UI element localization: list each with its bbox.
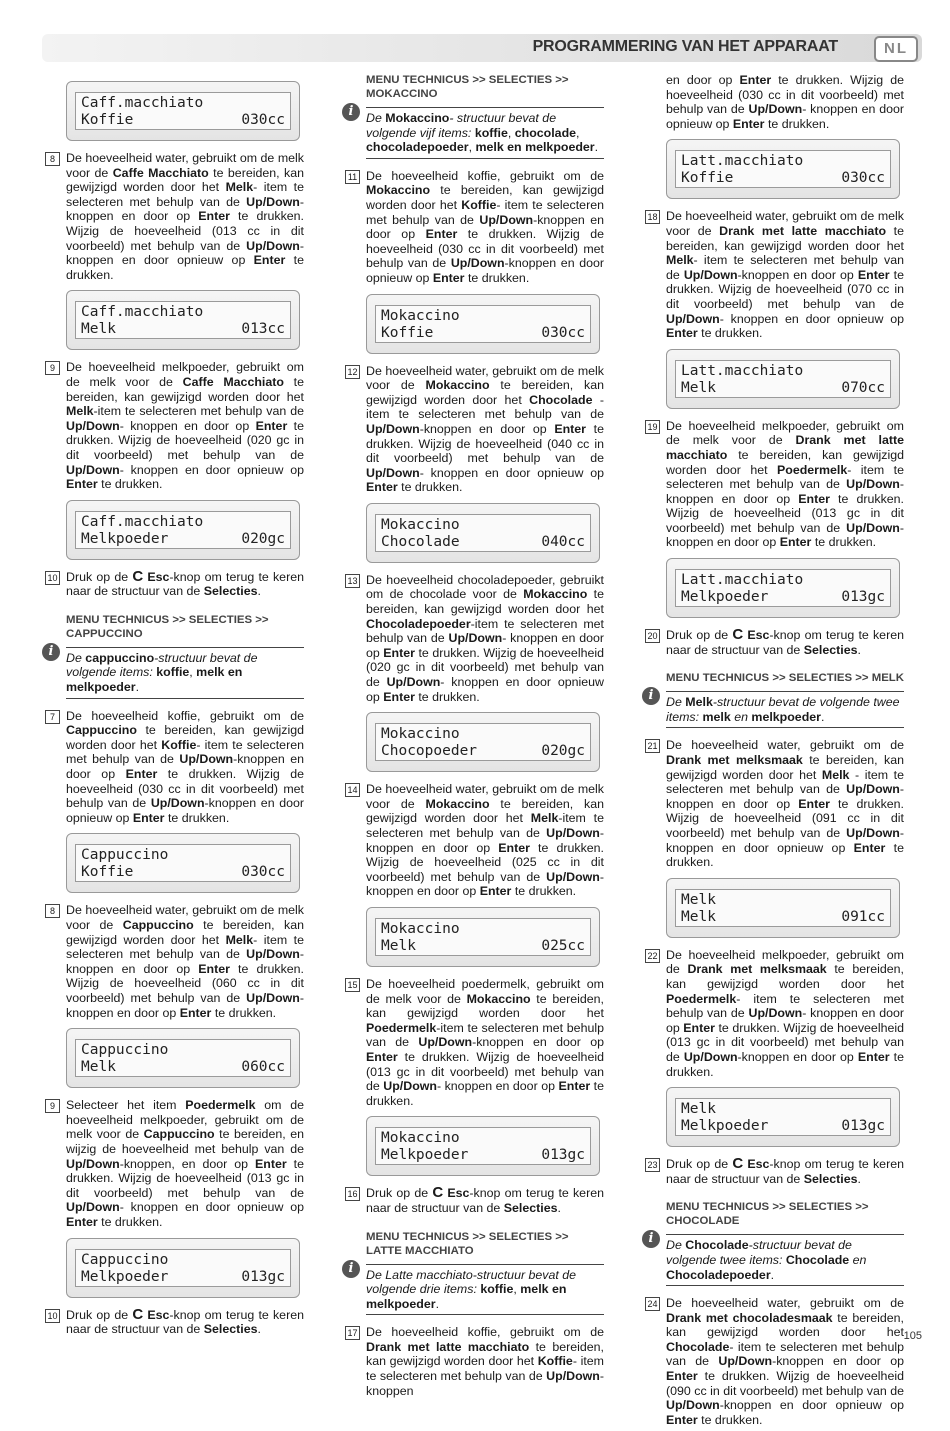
step-text: De hoeveelheid water, gebruikt om de melk voor de Mokaccino te bereiden, kan gewijzigd worden door het Chocolade - item te selecteren met behulp van de Up/Down-knoppen en door op Enter te drukken. Wijzig de hoeveelheid (040 cc in dit voorbeeld) met behulp van de Up/Down- knoppen en door opnieuw op Enter te drukken.: [366, 363, 604, 495]
step-number: 20: [645, 629, 660, 643]
step: [642, 1157, 904, 1186]
lcd-screen: [375, 1127, 591, 1165]
column-3: [642, 73, 904, 1431]
step-text: De hoeveelheid water, gebruikt om de melk voor de Caffe Macchiato te bereiden, kan gewijzigd worden door het Melk- item te selecteren met behulp van de Up/Down-knoppen en door op Enter te drukken. Wijzig de hoeveelheid (013 cc in dit voorbeeld) met behulp van de Up/Down- knoppen en door opnieuw op Enter te drukken.: [66, 151, 304, 282]
step: [642, 1296, 904, 1427]
lcd-line-2: [381, 938, 585, 955]
lcd-item: Melkpoeder: [381, 1147, 469, 1164]
step-text: Selecteer het item Poedermelk om de hoeveelheid melkpoeder, gebruikt om de melk voor de Cappuccino te bereiden, en wijzig de hoeveelheid met behulp van de Up/Down-knoppen, en door op Enter te drukken. Wijzig de hoeveelheid (013 gc in dit voorbeeld) met behulp van de Up/Down- knoppen en door opnieuw op Enter te drukken.: [66, 1098, 304, 1229]
step-text: De hoeveelheid water, gebruikt om de melk voor de Drank met latte macchiato te bereiden, kan gewijzigd worden door het Melk- item te selecteren met behulp van de Up/Down-knoppen en door op Enter te drukken. Wijzig de hoeveelheid (070 cc in dit voorbeeld) met behulp van de Up/Down- knoppen en door opnieuw op Enter te drukken.: [666, 209, 904, 341]
step-number: 8: [45, 904, 60, 918]
step-number: 7: [45, 710, 60, 724]
lcd-line-1: Cappuccino: [81, 1251, 169, 1268]
step-number: 12: [345, 365, 360, 379]
lcd-item: Chocopoeder: [381, 743, 478, 760]
lcd-display: [66, 1028, 300, 1088]
lcd-line-1: Latt.macchiato: [681, 362, 804, 379]
step-text: Druk op de C Esc-knop om terug te keren naar de structuur van de Selecties.: [666, 1155, 904, 1186]
step: [342, 977, 604, 1108]
lcd-value: 030cc: [841, 170, 885, 187]
lcd-value: 070cc: [841, 379, 885, 396]
lcd-screen: [75, 844, 291, 882]
step: [642, 419, 904, 550]
lcd-line-1: Caff.macchiato: [81, 304, 204, 321]
step-text: De hoeveelheid melkpoeder, gebruikt om de Drank met melksmaak te bereiden, kan gewijzigd worden door het Poedermelk- item te selecteren met behulp van de Up/Down- knoppen en door op Enter te drukken. Wijzig de hoeveelheid (013 gc in dit voorbeeld) met behulp van de Up/Down-knoppen en door op Enter te drukken.: [666, 947, 904, 1079]
lcd-line-2: [81, 321, 285, 338]
step-text: Druk op de C Esc-knop om terug te keren naar de structuur van de Selecties.: [66, 567, 304, 599]
menu-heading: MENU TECHNICUS >> SELECTIES >> MOKACCINO: [366, 74, 569, 100]
info-text: De cappuccino-structuur bevat de volgende items: koffie, melk en melkpoeder.: [66, 647, 304, 699]
lcd-value: 030cc: [541, 324, 585, 341]
lcd-item: Melk: [681, 908, 716, 925]
step-number: 19: [645, 420, 660, 434]
lcd-screen: [375, 723, 591, 761]
step-number: 18: [645, 210, 660, 224]
info-note: [342, 1260, 604, 1316]
info-note: [642, 1231, 904, 1286]
step-number: 9: [45, 1099, 60, 1113]
step: [42, 709, 304, 826]
lcd-display: [66, 290, 300, 350]
lcd-line-1: Latt.macchiato: [681, 572, 804, 589]
step-text: De hoeveelheid water, gebruikt om de Drank met melksmaak te bereiden, kan gewijzigd worden door het Melk - item te selecteren met behulp van de Up/Down- knoppen en door op Enter te drukken. Wijzig de hoeveelheid (091 cc in dit voorbeeld) met behulp van de Up/Down-knoppen en door opnieuw op Enter te drukken.: [666, 738, 904, 870]
info-text: De Melk-structuur bevat de volgende twee items: melk en melkpoeder.: [666, 691, 904, 728]
info-icon: i: [342, 1260, 360, 1278]
lcd-display: [366, 1116, 600, 1176]
lcd-display: [366, 503, 600, 563]
lcd-value: 030cc: [241, 112, 285, 128]
lcd-display: [366, 712, 600, 772]
lcd-display: [66, 1238, 300, 1298]
step-number: 10: [45, 1309, 60, 1323]
lcd-display: [366, 294, 600, 354]
step-number: 15: [345, 978, 360, 992]
lcd-item: Melk: [381, 937, 416, 954]
info-text: De Latte macchiato-structuur bevat de volgende drie items: koffie, melk en melkpoeder.: [366, 1264, 604, 1316]
info-icon: i: [642, 687, 660, 705]
lcd-line-2: [681, 1118, 885, 1135]
column-2: [342, 73, 604, 1402]
lcd-screen: [675, 150, 891, 188]
lcd-line-2: [681, 909, 885, 926]
step-continued: [642, 73, 904, 131]
lcd-screen: [675, 889, 891, 927]
lcd-line-1: Latt.macchiato: [681, 153, 804, 170]
language-badge: NL: [874, 36, 918, 62]
lcd-item: Melk: [681, 379, 716, 396]
page-title: PROGRAMMERING VAN HET APPARAAT: [532, 38, 838, 55]
menu-heading: MENU TECHNICUS >> SELECTIES >> CAPPUCCINO: [66, 613, 269, 640]
step-number: 10: [45, 571, 60, 585]
step: [342, 364, 604, 495]
step: [642, 628, 904, 657]
lcd-screen: [375, 305, 591, 343]
step-number: 22: [645, 949, 660, 963]
menu-heading: MENU TECHNICUS >> SELECTIES >> CHOCOLADE: [666, 1201, 869, 1228]
step-text: Druk op de C Esc-knop om terug te keren naar de structuur van de Selecties.: [366, 1184, 604, 1215]
step: [42, 151, 304, 282]
lcd-line-2: [381, 743, 585, 760]
lcd-display: [66, 81, 300, 141]
lcd-item: Melkpoeder: [81, 530, 169, 547]
lcd-display: [666, 139, 900, 199]
lcd-value: 013gc: [241, 1268, 285, 1285]
column-1: [42, 73, 304, 1341]
lcd-screen: [75, 301, 291, 339]
lcd-line-2: [381, 325, 585, 342]
lcd-line-1: Melk: [681, 1101, 716, 1118]
info-icon: i: [642, 1230, 660, 1248]
step-number: 21: [645, 739, 660, 753]
step-text: De hoeveelheid koffie, gebruikt om de Cappuccino te bereiden, kan gewijzigd worden door het Koffie- item te selecteren met behulp van de Up/Down-knoppen en door op Enter te drukken. Wijzig de hoeveelheid (030 cc in dit voorbeeld) met behulp van de Up/Down-knoppen en door opnieuw op Enter te drukken.: [66, 708, 305, 825]
lcd-value: 060cc: [241, 1059, 285, 1076]
lcd-display: [66, 500, 300, 560]
lcd-screen: [375, 514, 591, 552]
lcd-value: 020gc: [541, 743, 585, 760]
lcd-display: [666, 1087, 900, 1147]
info-note: [42, 643, 304, 699]
lcd-line-2: [81, 112, 285, 129]
step-text: De hoeveelheid water, gebruikt om de melk voor de Cappuccino te bereiden, kan gewijzigd worden door het Melk- item te selecteren met behulp van de Up/Down-knoppen en door op Enter te drukken. Wijzig de hoeveelheid (060 cc in dit voorbeeld) met behulp van de Up/Down- knoppen en door op Enter te drukken.: [66, 903, 304, 1020]
lcd-screen: [675, 569, 891, 607]
lcd-item: Koffie: [681, 170, 734, 187]
lcd-item: Koffie: [381, 324, 434, 341]
lcd-line-1: Caff.macchiato: [81, 95, 204, 111]
step-text: De hoeveelheid koffie, gebruikt om de Drank met latte macchiato te bereiden, kan gewijzigd worden door het Koffie- item te selecteren met behulp van de Up/Down-knoppen: [366, 1325, 605, 1398]
lcd-value: 091cc: [841, 908, 885, 925]
step: [342, 1325, 604, 1398]
lcd-value: 030cc: [241, 864, 285, 881]
step-number: 8: [45, 152, 60, 166]
lcd-value: 013gc: [841, 589, 885, 606]
lcd-line-1: Cappuccino: [81, 847, 169, 864]
lcd-line-1: Mokaccino: [381, 726, 460, 743]
step: [42, 360, 304, 491]
lcd-value: 013cc: [241, 321, 285, 338]
step-number: 14: [345, 783, 360, 797]
lcd-item: Melkpoeder: [81, 1268, 169, 1285]
lcd-line-2: [81, 1269, 285, 1286]
step-text: De hoeveelheid water, gebruikt om de melk voor de Mokaccino te bereiden, kan gewijzigd worden door het Melk-item te selecteren met behulp van de Up/Down-knoppen en door op Enter te drukken. Wijzig de hoeveelheid (025 cc in dit voorbeeld) met behulp van de Up/Down- knoppen en door op Enter te drukken.: [366, 782, 605, 899]
lcd-line-2: [81, 531, 285, 548]
lcd-line-1: Mokaccino: [381, 920, 460, 937]
lcd-item: Melk: [81, 1059, 116, 1076]
step-text: De hoeveelheid koffie, gebruikt om de Mokaccino te bereiden, kan gewijzigd worden door het Koffie- item te selecteren met behulp van de Up/Down-knoppen en door op Enter te drukken. Wijzig de hoeveelheid (030 cc in dit voorbeeld) met behulp van de Up/Down-knoppen en door opnieuw op Enter te drukken.: [366, 168, 605, 285]
lcd-line-2: [381, 1147, 585, 1164]
lcd-line-2: [681, 380, 885, 397]
lcd-line-1: Caff.macchiato: [81, 513, 204, 530]
info-note: [642, 688, 904, 728]
step: [42, 1305, 304, 1337]
step: [642, 948, 904, 1079]
page-number: 105: [903, 1330, 922, 1342]
lcd-item: Koffie: [81, 112, 134, 128]
lcd-line-1: Mokaccino: [381, 516, 460, 533]
menu-heading: MENU TECHNICUS >> SELECTIES >> MELK: [666, 672, 904, 685]
info-icon: i: [342, 103, 360, 121]
step-number: 17: [345, 1326, 360, 1340]
lcd-line-2: [681, 589, 885, 606]
lcd-line-2: [381, 534, 585, 551]
step-number: 24: [645, 1297, 660, 1311]
step: [42, 567, 304, 599]
info-text: De Mokaccino- structuur bevat de volgende vijf items: koffie, chocolade, chocoladepoeder, melk en melkpoeder.: [366, 107, 604, 159]
step-text: De hoeveelheid melkpoeder, gebruikt om de melk voor de Caffe Macchiato te bereiden, kan gewijzigd worden door het Melk-item te selecteren met behulp van de Up/Down- knoppen en door op Enter te drukken. Wijzig de hoeveelheid (020 gc in dit voorbeeld) met behulp van de Up/Down- knoppen en door opnieuw op Enter te drukken.: [66, 360, 304, 492]
lcd-screen: [75, 1039, 291, 1077]
step: [342, 573, 604, 704]
step: [342, 169, 604, 286]
lcd-screen: [75, 511, 291, 549]
info-note: [342, 104, 604, 159]
step: [42, 1098, 304, 1229]
lcd-value: 013gc: [841, 1118, 885, 1135]
step-number: 23: [645, 1158, 660, 1172]
lcd-line-2: [81, 864, 285, 881]
lcd-display: [366, 907, 600, 967]
lcd-display: [666, 558, 900, 618]
step: [342, 1186, 604, 1215]
step-number: 13: [345, 574, 360, 588]
lcd-value: 013gc: [541, 1147, 585, 1164]
lcd-value: 020gc: [241, 530, 285, 547]
step-number: 11: [345, 170, 360, 184]
info-text: De Chocolade-structuur bevat de volgende twee items: Chocolade en Chocoladepoeder.: [666, 1234, 904, 1286]
step: [342, 782, 604, 899]
lcd-line-1: Mokaccino: [381, 307, 460, 324]
lcd-item: Melk: [81, 321, 116, 338]
lcd-line-1: Melk: [681, 891, 716, 908]
step-text: Druk op de C Esc-knop om terug te keren naar de structuur van de Selecties.: [666, 626, 904, 657]
page-header: [42, 34, 922, 62]
lcd-line-2: [681, 170, 885, 187]
lcd-value: 040cc: [541, 533, 585, 550]
info-icon: i: [42, 643, 60, 661]
lcd-item: Melkpoeder: [681, 589, 769, 606]
step-number: 9: [45, 361, 60, 375]
step-text: De hoeveelheid water, gebruikt om de Drank met chocoladesmaak te bereiden, kan gewijzigd worden door het Chocolade- item te selecteren met behulp van de Up/Down-knoppen en door op Enter te drukken. Wijzig de hoeveelheid (090 cc in dit voorbeeld) met behulp van de Up/Down-knoppen en door opnieuw op Enter te drukken.: [666, 1296, 905, 1427]
lcd-value: 025cc: [541, 937, 585, 954]
lcd-screen: [675, 360, 891, 398]
lcd-item: Koffie: [81, 864, 134, 881]
lcd-screen: [75, 1249, 291, 1287]
lcd-line-1: Mokaccino: [381, 1130, 460, 1147]
step-number: 16: [345, 1187, 360, 1201]
step-text: De hoeveelheid chocoladepoeder, gebruikt om de chocolade voor de Mokaccino te bereiden, kan gewijzigd worden door het Chocoladepoeder-item te selecteren met behulp van de Up/Down- knoppen en door op Enter te drukken. Wijzig de hoeveelheid (020 gc in dit voorbeeld) met behulp van de Up/Down- knoppen en door opnieuw op Enter te drukken.: [366, 572, 604, 704]
step-text: De hoeveelheid poedermelk, gebruikt om de melk voor de Mokaccino te bereiden, kan gewijzigd worden door het Poedermelk-item te selecteren met behulp van de Up/Down-knoppen en door op Enter te drukken. Wijzig de hoeveelheid (013 gc in dit voorbeeld) met behulp van de Up/Down- knoppen en door op Enter te drukken.: [366, 976, 604, 1108]
step: [42, 903, 304, 1020]
lcd-line-2: [81, 1059, 285, 1076]
lcd-line-1: Cappuccino: [81, 1042, 169, 1059]
step-text: Druk op de C Esc-knop om terug te keren naar de structuur van de Selecties.: [66, 1305, 304, 1337]
lcd-item: Melkpoeder: [681, 1118, 769, 1135]
lcd-screen: [75, 92, 291, 130]
menu-heading: MENU TECHNICUS >> SELECTIES >> LATTE MACCHIATO: [366, 1230, 569, 1257]
lcd-item: Chocolade: [381, 533, 460, 550]
lcd-screen: [675, 1098, 891, 1136]
step-text: en door op Enter te drukken. Wijzig de hoeveelheid (030 cc in dit voorbeeld) met behulp van de Up/Down- knoppen en door opnieuw op Enter te drukken.: [666, 73, 904, 131]
step: [642, 738, 904, 869]
lcd-display: [666, 878, 900, 938]
lcd-display: [66, 833, 300, 893]
lcd-display: [666, 349, 900, 409]
step: [642, 209, 904, 340]
lcd-screen: [375, 918, 591, 956]
step-text: De hoeveelheid melkpoeder, gebruikt om de melk voor de Drank met latte macchiato te bereiden, kan gewijzigd worden door het Poedermelk- item te selecteren met behulp van de Up/Down- knoppen en door op Enter te drukken. Wijzig de hoeveelheid (013 gc in dit voorbeeld) met behulp van de Up/Down-knoppen en door op Enter te drukken.: [666, 418, 904, 550]
